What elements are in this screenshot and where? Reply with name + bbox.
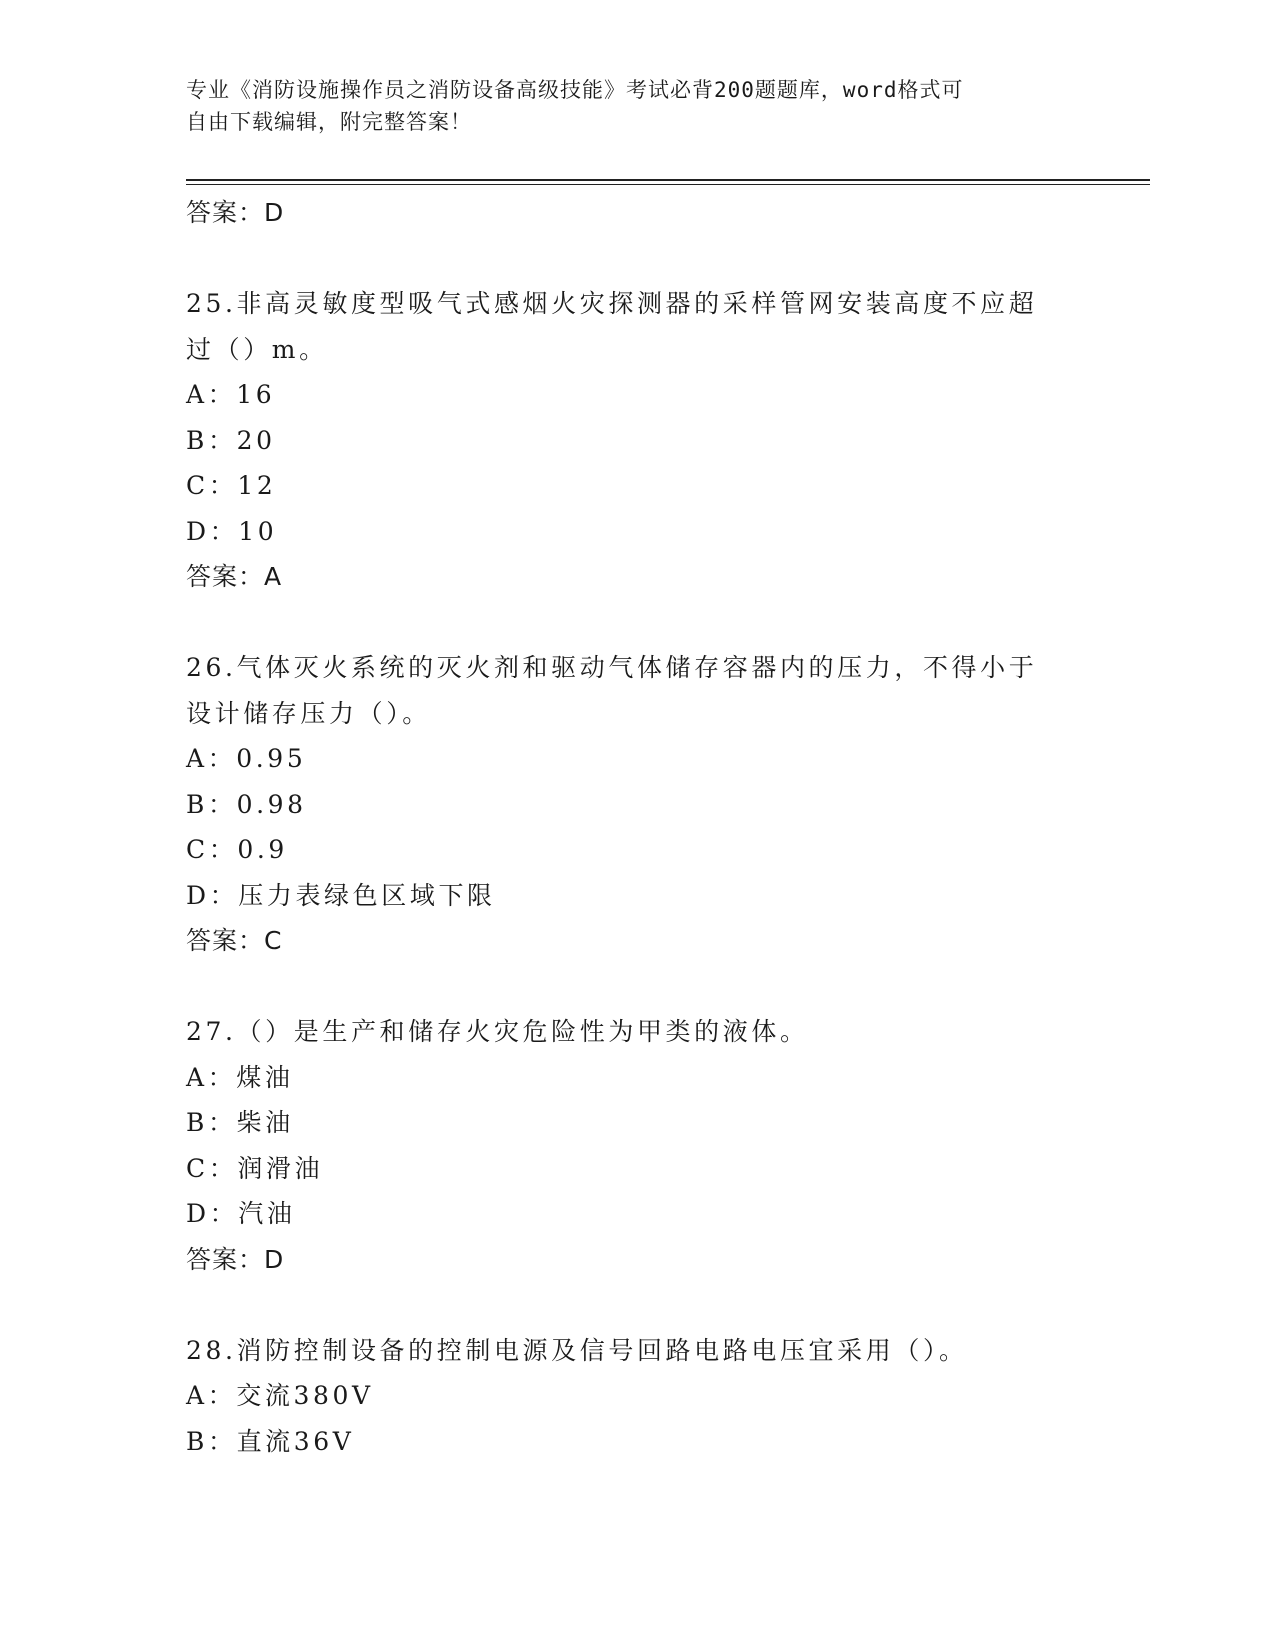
question-28 [186, 1328, 1086, 1465]
option-b: B：柴油 [186, 1108, 294, 1137]
answer-line: 答案：D [186, 198, 285, 227]
option-b: B：0.98 [186, 789, 307, 819]
question-stem: 28.消防控制设备的控制电源及信号回路电路电压宜采用（）。 [186, 1335, 968, 1365]
question-stem: 25.非高灵敏度型吸气式感烟火灾探测器的采样管网安装高度不应超过（）m。 [186, 289, 1038, 364]
option-c: C：12 [186, 471, 277, 500]
header-rule-thin [186, 184, 1150, 185]
question-27 [186, 1009, 1086, 1282]
option-b: B：20 [186, 425, 276, 455]
header-line-1: 专业《消防设施操作员之消防设备高级技能》考试必背200题题库，word格式可 [186, 78, 964, 102]
option-d: D：压力表绿色区域下限 [186, 880, 496, 910]
question-stem: 27.（）是生产和储存火灾危险性为甲类的液体。 [186, 1017, 809, 1046]
answer-line: 答案：A [186, 562, 283, 591]
answer-line: 答案：D [186, 1244, 285, 1274]
option-a: A：16 [186, 380, 276, 409]
header-line-2: 自由下载编辑，附完整答案！ [186, 110, 472, 134]
option-b: B：直流36V [186, 1426, 355, 1456]
option-a: A：煤油 [186, 1062, 294, 1092]
option-a: A：0.95 [186, 744, 307, 773]
option-c: C：0.9 [186, 835, 288, 864]
answer-line: 答案：C [186, 926, 283, 955]
question-stem: 26.气体灭火系统的灭火剂和驱动气体储存容器内的压力，不得小于设计储存压力（）。 [186, 653, 1038, 728]
question-25 [186, 281, 1086, 599]
option-d: D：10 [186, 516, 278, 546]
option-d: D：汽油 [186, 1199, 296, 1228]
question-list [186, 190, 1086, 1464]
document-header [186, 74, 1066, 138]
header-rule-thick [186, 179, 1150, 181]
option-c: C：润滑油 [186, 1153, 324, 1183]
question-26 [186, 645, 1086, 963]
option-a: A：交流380V [186, 1381, 374, 1410]
